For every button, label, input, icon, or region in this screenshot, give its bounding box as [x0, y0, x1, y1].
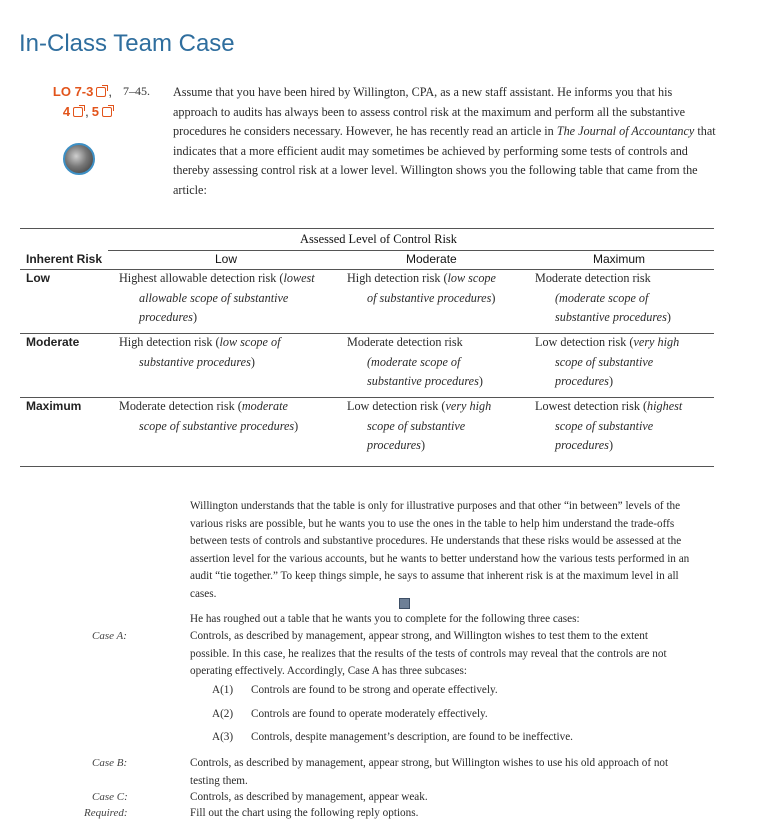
- external-link-icon[interactable]: [102, 107, 112, 117]
- learning-objectives: LO 7-3 , 4 , 5: [32, 82, 112, 122]
- case-a-label: Case A:: [92, 630, 127, 642]
- subcase-id: A(1): [212, 684, 234, 696]
- col-header-low: Low: [215, 252, 238, 266]
- case-b-text: Controls, as described by management, appear strong, but Willington wishes to use his old approach of not testing them.: [190, 757, 669, 787]
- cell-maximum-low: Moderate detection risk (moderate scope of substantive procedures): [119, 399, 299, 433]
- subcase-text: Controls are found to operate moderately effectively.: [251, 708, 488, 720]
- page-title: In-Class Team Case: [19, 30, 235, 57]
- col-header-maximum: Maximum: [593, 252, 646, 266]
- paragraph-tie-together: Willington understands that the table is only for illustrative purposes and that other “in between” levels of the various risks are possible, but he wants you to use the ones in the table to help him understand the trade-offs between tests of controls and substantive procedures. He understands that these risks would be assessed at the assertion level for the various accounts, but he wants to better understand how the various tests performed in an audit “tie together.” To keep things simple, he says to assume that inherent risk is at the maximum level in all cases.: [190, 500, 690, 600]
- cell-moderate-moderate: Moderate detection risk (moderate scope of substantive procedures): [347, 335, 483, 388]
- lo-link-5[interactable]: 5: [91, 104, 99, 119]
- corner-header: Inherent Risk: [26, 252, 103, 266]
- highlight-marker-icon[interactable]: [399, 598, 410, 609]
- problem-number: 7–45.: [123, 84, 150, 98]
- table-rule-top: [20, 228, 714, 229]
- problem-intro: Assume that you have been hired by Willington, CPA, as a new staff assistant. He informs you that his approach to audits has always been to assess control risk at the maximum and perform all the substantive procedures he considers necessary. However, he has recently read an article in The Journal of Accountancy that indicates that a more efficient audit may sometimes be achieved by performing some tests of controls and thereby assessing control risk at a lower level. Willington shows you the following table that came from the article:: [173, 85, 716, 197]
- row-label-low: Low: [26, 271, 50, 285]
- col-header-moderate: Moderate: [406, 252, 457, 266]
- required-text: Fill out the chart using the following reply options.: [190, 807, 419, 819]
- case-b-label: Case B:: [92, 757, 128, 769]
- subcase-text: Controls, despite management’s description, are found to be ineffective.: [251, 731, 573, 743]
- journal-title: The Journal of Accountancy: [556, 124, 695, 139]
- external-link-icon[interactable]: [96, 87, 106, 97]
- required-label: Required:: [84, 807, 128, 819]
- subcase-text: Controls are found to be strong and operate effectively.: [251, 684, 498, 696]
- cell-low-maximum: Moderate detection risk (moderate scope of substantive procedures): [535, 271, 671, 324]
- subcase-id: A(3): [212, 731, 234, 743]
- cell-moderate-maximum: Low detection risk (very high scope of substantive procedures): [535, 335, 680, 388]
- paragraph-cases-intro: He has roughed out a table that he wants you to complete for the following three cases:: [190, 613, 580, 625]
- cell-maximum-maximum: Lowest detection risk (highest scope of substantive procedures): [535, 399, 683, 452]
- row-label-maximum: Maximum: [26, 399, 82, 413]
- table-rule-bottom: [20, 466, 714, 467]
- external-link-icon[interactable]: [73, 107, 83, 117]
- lo-link-7-3[interactable]: LO 7-3: [52, 84, 94, 99]
- row-label-moderate: Moderate: [26, 335, 80, 349]
- cell-maximum-moderate: Low detection risk (very high scope of substantive procedures): [347, 399, 492, 452]
- subcase-id: A(2): [212, 708, 234, 720]
- table-rule-caption: [108, 250, 714, 251]
- cell-low-low: Highest allowable detection risk (lowest allowable scope of substantive procedures): [119, 271, 315, 324]
- case-c-text: Controls, as described by management, appear weak.: [190, 791, 428, 803]
- case-a-text: Controls, as described by management, appear strong, and Willington wishes to test them to the extent possible. In this case, he realizes that the results of the tests of controls may reveal that the controls are not operating effectively. Accordingly, Case A has three subcases:: [190, 630, 667, 677]
- team-avatar-icon: [63, 143, 95, 175]
- case-c-label: Case C:: [92, 791, 128, 803]
- cell-low-moderate: High detection risk (low scope of substantive procedures): [347, 271, 496, 305]
- lo-link-4[interactable]: 4: [62, 104, 71, 119]
- table-caption: Assessed Level of Control Risk: [300, 232, 457, 246]
- cell-moderate-low: High detection risk (low scope of substantive procedures): [119, 335, 281, 369]
